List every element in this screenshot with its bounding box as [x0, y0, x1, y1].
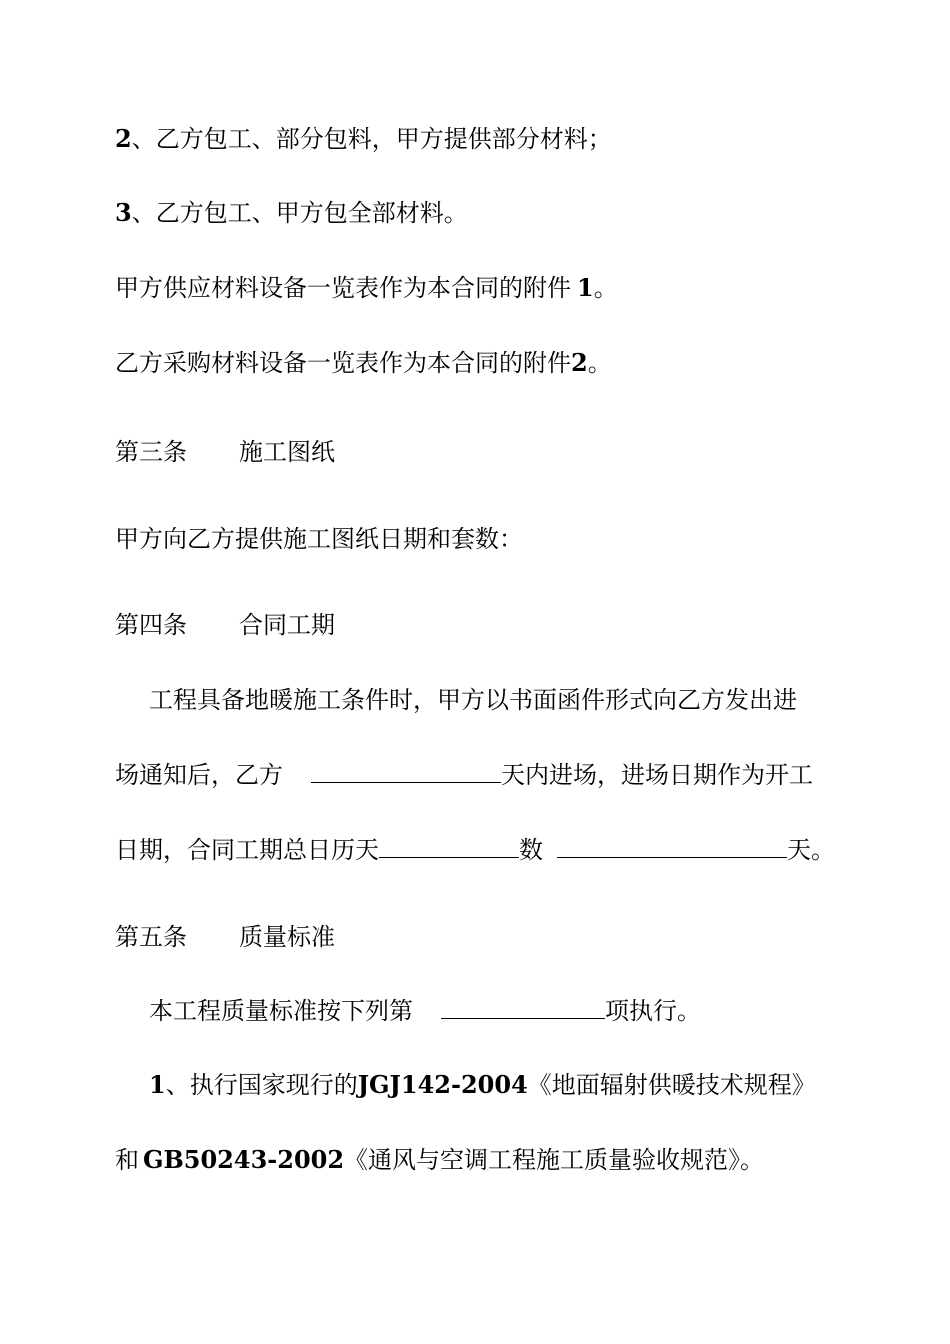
attachment-end: 。: [593, 274, 618, 302]
standard-title: 《地面辐射供暖技术规程》: [527, 1071, 816, 1099]
option-number: 3: [115, 198, 132, 227]
paragraph-text: 日期，合同工期总日历天: [115, 836, 379, 864]
standard-code: JGJ142-2004: [357, 1070, 528, 1099]
article-title: 施工图纸: [239, 438, 335, 466]
article-label: 第三条: [115, 438, 187, 466]
paragraph-text: 甲方向乙方提供施工图纸日期和套数：: [115, 525, 523, 553]
paragraph-text: 工程具备地暖施工条件时，甲方以书面函件形式向乙方发出进: [149, 686, 797, 714]
article-4-heading: [115, 610, 335, 640]
paragraph-schedule-line-3: [115, 835, 835, 865]
paragraph-standard-1-line-2: [115, 1145, 764, 1175]
paragraph-text: 场通知后，乙方: [115, 761, 283, 789]
total-days-blank[interactable]: [557, 835, 787, 858]
paragraph-text: 天内进场，进场日期作为开工: [501, 761, 813, 789]
paragraph-drawings: [115, 524, 523, 554]
article-3-heading: [115, 437, 335, 467]
paragraph-text: 、执行国家现行的: [165, 1071, 358, 1099]
paragraph-text: 项执行。: [605, 997, 701, 1025]
attachment-number: 2: [571, 348, 588, 377]
option-text: 、乙方包工、甲方包全部材料。: [131, 199, 468, 227]
attachment-text: 乙方采购材料设备一览表作为本合同的附件: [115, 349, 571, 377]
attachment-end: 。: [587, 349, 612, 377]
entry-days-blank[interactable]: [311, 760, 501, 783]
attachment-text: 甲方供应材料设备一览表作为本合同的附件: [115, 274, 571, 302]
standard-title: 《通风与空调工程施工质量验收规范》。: [344, 1146, 765, 1174]
article-label: 第五条: [115, 923, 187, 951]
paragraph-text: 数: [519, 836, 543, 864]
paragraph-attachment-2: [115, 348, 612, 378]
option-text: 、乙方包工、部分包料，甲方提供部分材料；: [131, 125, 612, 153]
paragraph-schedule-line-2: [115, 760, 813, 790]
paragraph-attachment-1: [115, 273, 618, 303]
attachment-number: 1: [577, 273, 594, 302]
paragraph-quality-standard: [149, 996, 701, 1026]
standard-code: GB50243-2002: [143, 1145, 345, 1174]
calendar-days-blank[interactable]: [379, 835, 519, 858]
article-title: 合同工期: [239, 611, 335, 639]
paragraph-schedule-line-1: [149, 685, 797, 715]
quality-item-blank[interactable]: [441, 996, 605, 1019]
paragraph-option-2: [115, 124, 612, 154]
option-number: 1: [149, 1070, 166, 1099]
article-5-heading: [115, 922, 335, 952]
article-title: 质量标准: [239, 923, 335, 951]
paragraph-text: 天。: [787, 836, 835, 864]
paragraph-standard-1-line-1: [149, 1070, 816, 1100]
article-label: 第四条: [115, 611, 187, 639]
paragraph-option-3: [115, 198, 468, 228]
option-number: 2: [115, 124, 132, 153]
paragraph-text: 和: [115, 1146, 139, 1174]
paragraph-text: 本工程质量标准按下列第: [149, 997, 413, 1025]
